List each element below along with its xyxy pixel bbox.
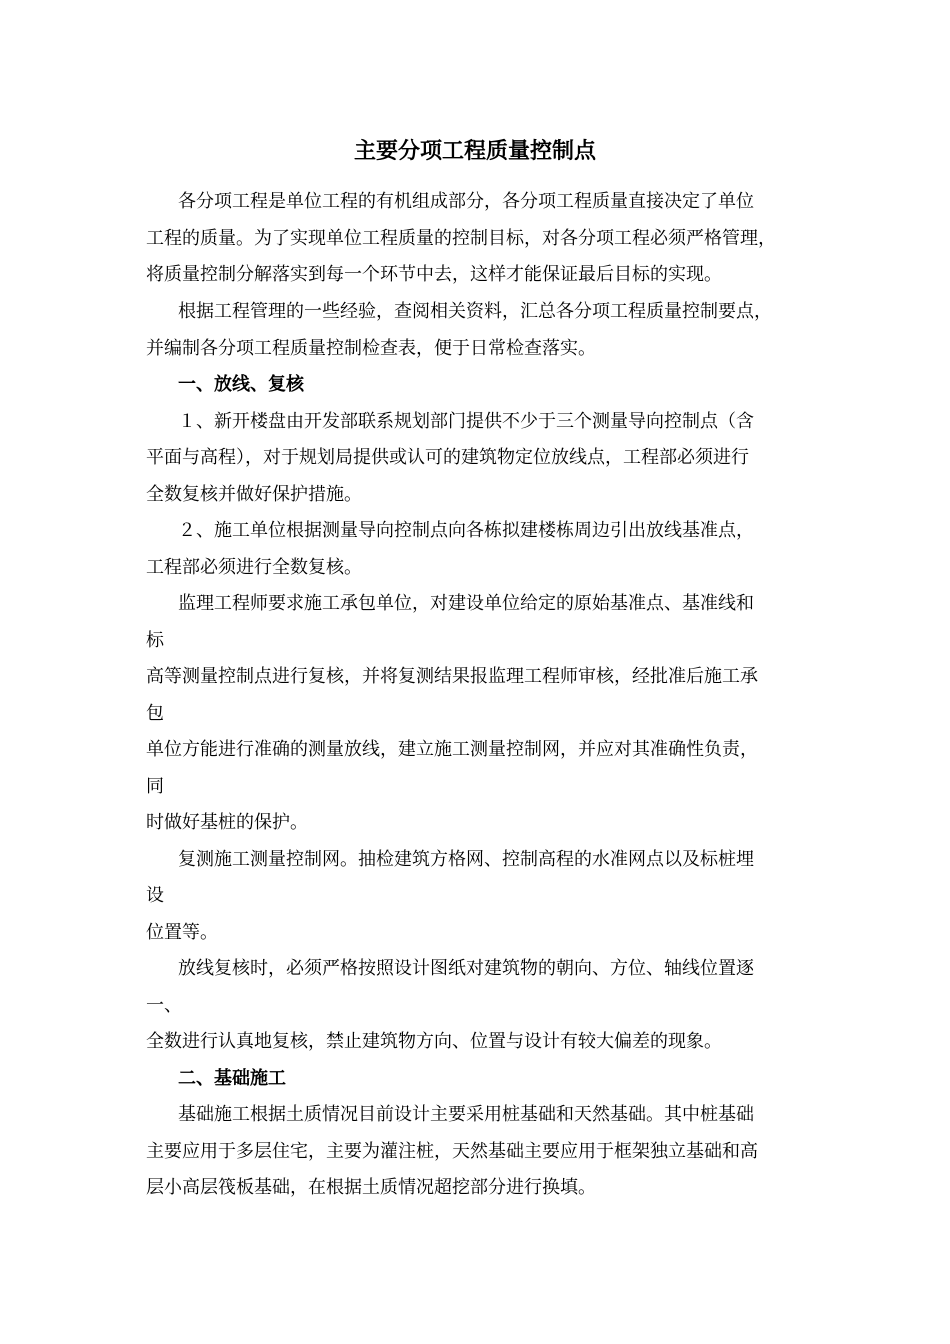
- paragraph-line: 复测施工测量控制网。抽检建筑方格网、控制高程的水准网点以及标桩埋: [178, 849, 754, 870]
- paragraph-line: 平面与高程），对于规划局提供或认可的建筑物定位放线点，工程部必须进行: [146, 447, 749, 468]
- paragraph-line: 工程的质量。为了实现单位工程质量的控制目标，对各分项工程必须严格管理，: [146, 228, 776, 249]
- paragraph-line: 全数进行认真地复核，禁止建筑物方向、位置与设计有较大偏差的现象。: [146, 1031, 722, 1052]
- section-heading: 一、放线、复核: [178, 374, 304, 395]
- paragraph-line: 高等测量控制点进行复核，并将复测结果报监理工程师审核，经批准后施工承: [146, 666, 758, 687]
- paragraph-line: 一、: [146, 995, 182, 1016]
- paragraph-line: 层小高层筏板基础，在根据土质情况超挖部分进行换填。: [146, 1177, 596, 1198]
- paragraph-line: 并编制各分项工程质量控制检查表，便于日常检查落实。: [146, 338, 596, 359]
- paragraph-line: 根据工程管理的一些经验，查阅相关资料，汇总各分项工程质量控制要点，: [178, 301, 772, 322]
- paragraph-line: 各分项工程是单位工程的有机组成部分，各分项工程质量直接决定了单位: [178, 191, 754, 212]
- page-title: 主要分项工程质量控制点: [353, 139, 596, 164]
- paragraph-line: 工程部必须进行全数复核。: [146, 557, 362, 578]
- paragraph-line: 标: [146, 630, 164, 651]
- paragraph-line: 将质量控制分解落实到每一个环节中去，这样才能保证最后目标的实现。: [146, 264, 722, 285]
- paragraph-line: 同: [146, 776, 164, 797]
- paragraph-line: 放线复核时，必须严格按照设计图纸对建筑物的朝向、方位、轴线位置逐: [178, 958, 754, 979]
- section-heading: 二、基础施工: [178, 1068, 286, 1089]
- paragraph-line: 全数复核并做好保护措施。: [146, 484, 362, 505]
- paragraph-line: 位置等。: [146, 922, 218, 943]
- paragraph-line: １、新开楼盘由开发部联系规划部门提供不少于三个测量导向控制点（含: [178, 411, 754, 432]
- paragraph-line: ２、施工单位根据测量导向控制点向各栋拟建楼栋周边引出放线基准点，: [178, 520, 754, 541]
- paragraph-line: 监理工程师要求施工承包单位，对建设单位给定的原始基准点、基准线和: [178, 593, 754, 614]
- paragraph-line: 设: [146, 885, 164, 906]
- paragraph-line: 单位方能进行准确的测量放线，建立施工测量控制网，并应对其准确性负责，: [146, 739, 758, 760]
- paragraph-line: 时做好基桩的保护。: [146, 812, 308, 833]
- paragraph-line: 基础施工根据土质情况目前设计主要采用桩基础和天然基础。其中桩基础: [178, 1104, 754, 1125]
- paragraph-line: 主要应用于多层住宅，主要为灌注桩，天然基础主要应用于框架独立基础和高: [146, 1141, 758, 1162]
- paragraph-line: 包: [146, 703, 164, 724]
